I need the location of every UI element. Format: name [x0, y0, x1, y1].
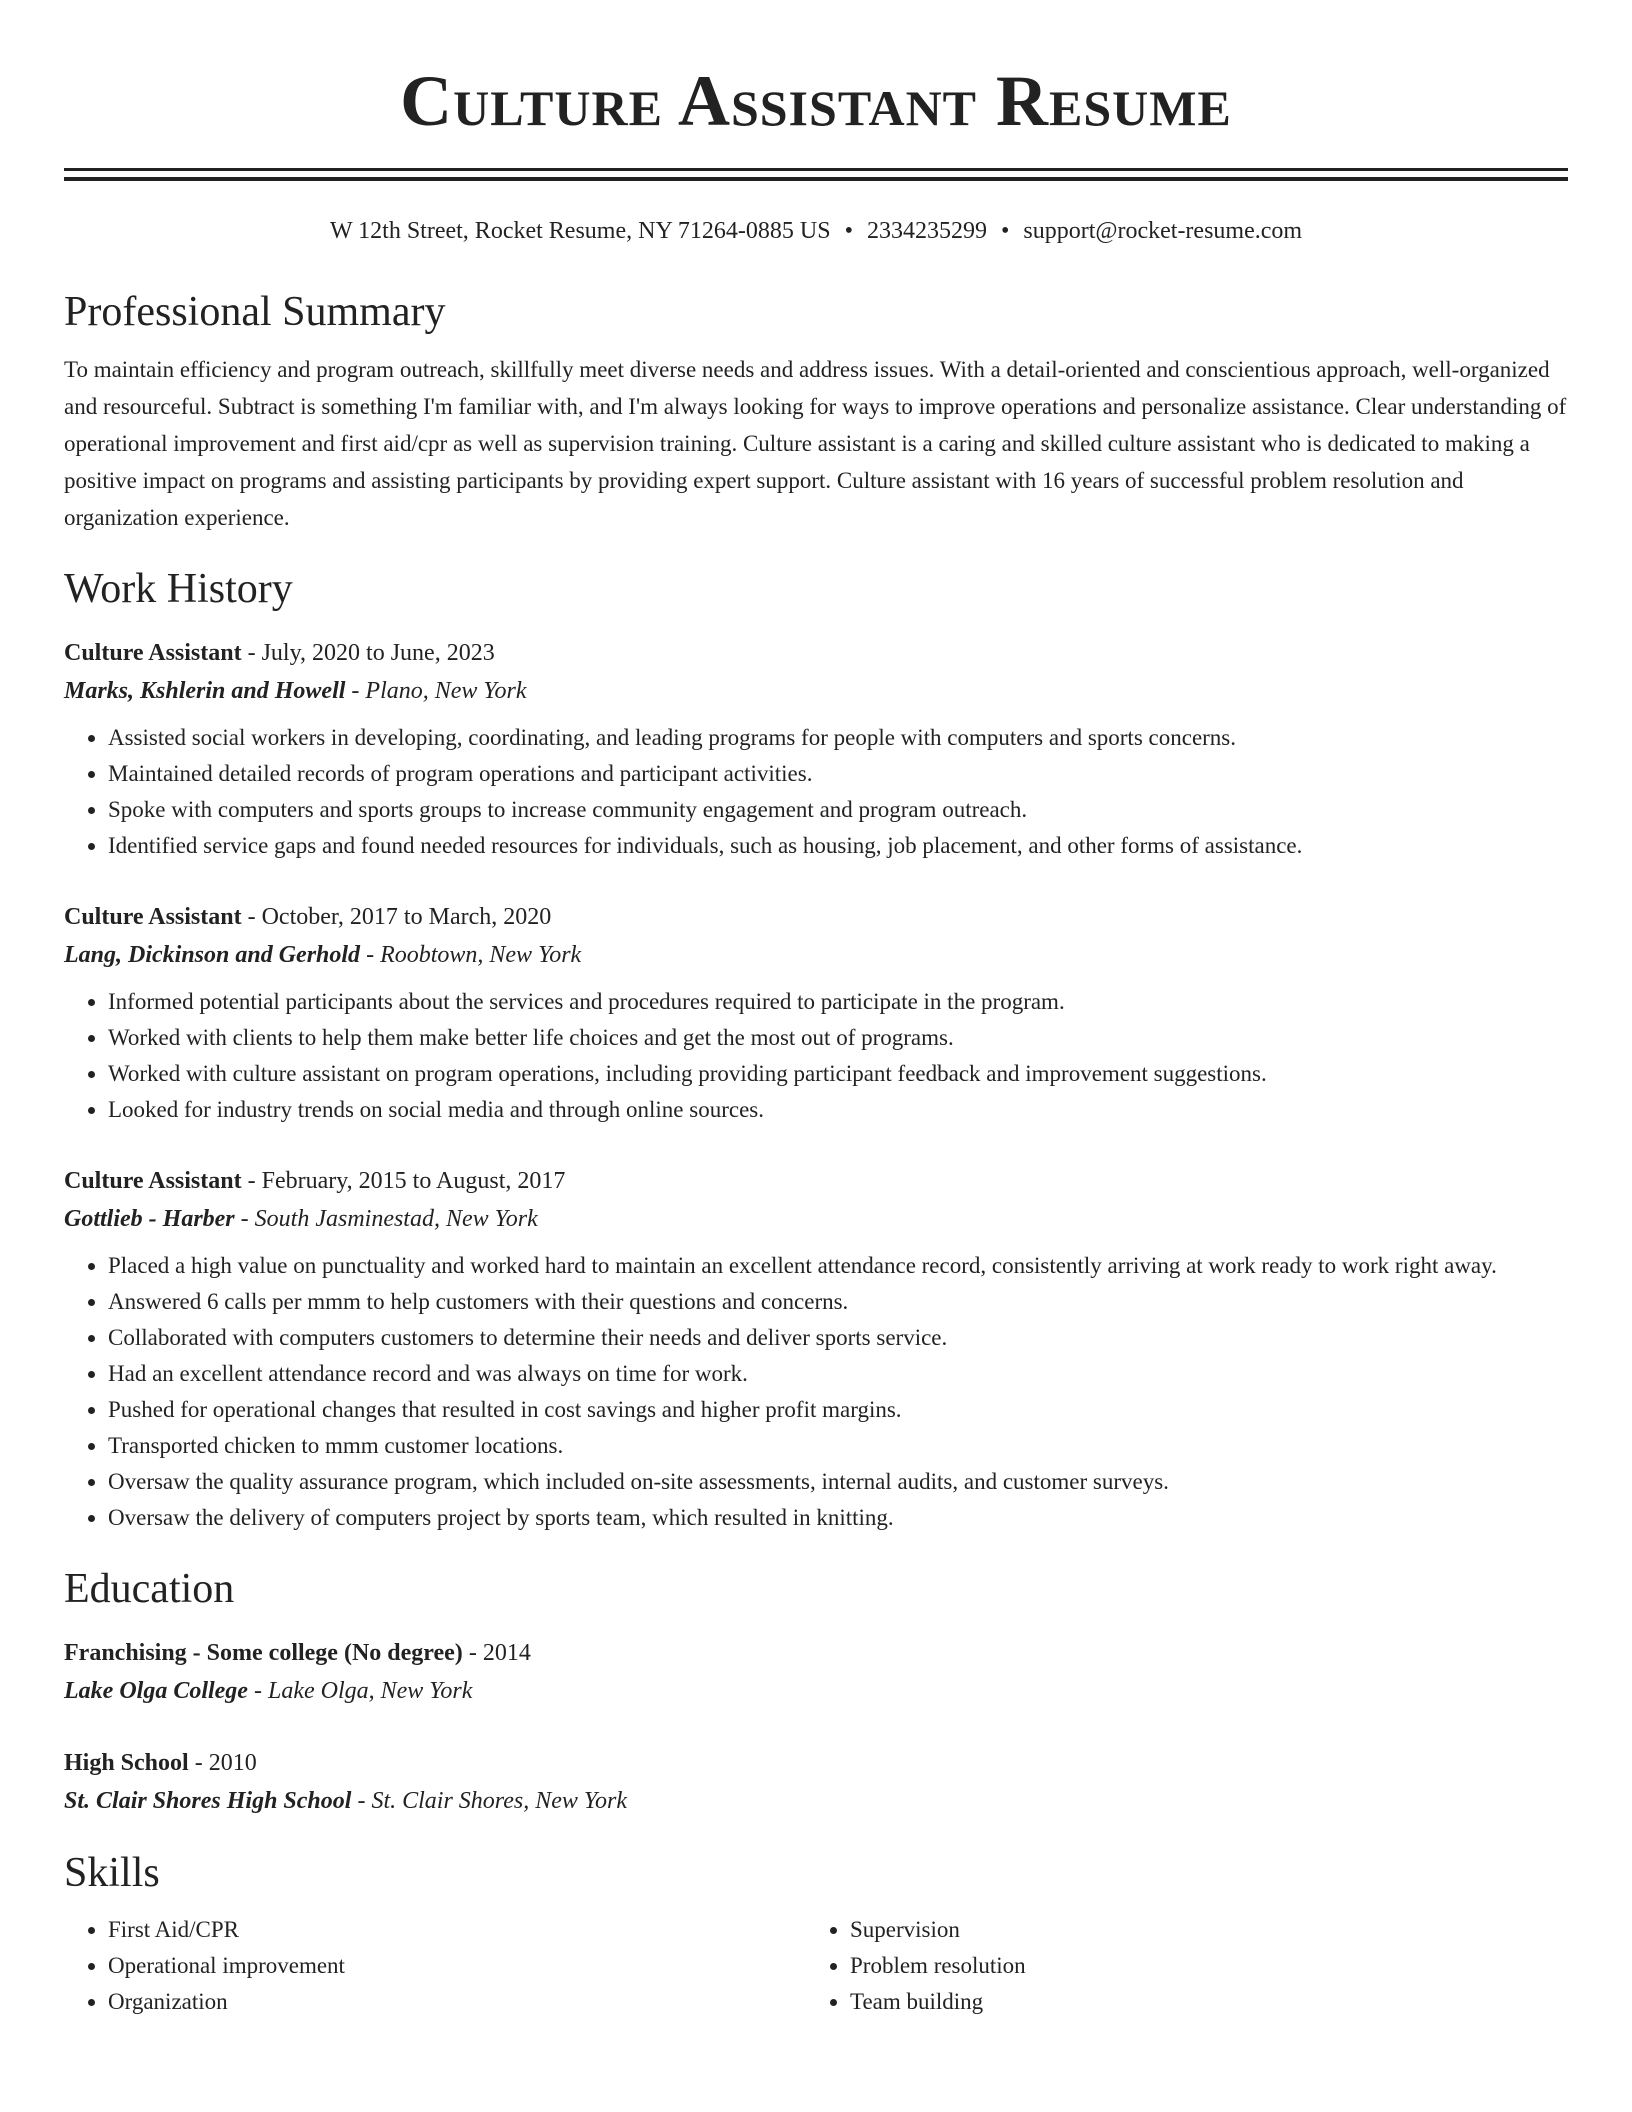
- education-year: 2010: [208, 1750, 257, 1776]
- education-school: Lake Olga College: [64, 1678, 248, 1704]
- job-title-line: [64, 1162, 1568, 1200]
- summary-heading: Professional Summary: [64, 289, 446, 335]
- dash: -: [247, 1678, 268, 1704]
- job-title-line: [64, 898, 1568, 936]
- job-company-line: [64, 936, 1568, 974]
- job-bullet: • Worked with culture assistant on program operations, including providing participant feedback and improvement suggestions.: [108, 1056, 1568, 1092]
- job-bullet: • Transported chicken to mmm customer locations.: [108, 1428, 1568, 1464]
- skills-section: [64, 1848, 1568, 2020]
- job-location: Roobtown, New York: [380, 942, 582, 968]
- job-role: Culture Assistant: [64, 904, 242, 930]
- job-company-line: [64, 672, 1568, 710]
- skill-item: • First Aid/CPR: [108, 1912, 806, 1948]
- dash: -: [241, 904, 262, 930]
- education-entry: [64, 1744, 1568, 1820]
- dash: -: [351, 1788, 372, 1814]
- job-company: Marks, Kshlerin and Howell: [64, 678, 346, 704]
- job-bullets: [64, 1248, 1568, 1536]
- dash: -: [360, 942, 381, 968]
- education-section: [64, 1564, 1568, 1820]
- education-school-line: [64, 1782, 1568, 1820]
- job-dates: July, 2020 to June, 2023: [261, 640, 495, 666]
- skill-item: • Operational improvement: [108, 1948, 806, 1984]
- dash: -: [188, 1750, 209, 1776]
- work-history-section: [64, 564, 1568, 1536]
- education-heading: Education: [64, 1566, 235, 1612]
- job-bullet: • Oversaw the quality assurance program, which included on-site assessments, internal audits, and customer surveys.: [108, 1464, 1568, 1500]
- dash: -: [462, 1640, 483, 1666]
- education-year: 2014: [482, 1640, 531, 1666]
- job-bullets: [64, 720, 1568, 864]
- contact-phone: 2334235299: [866, 218, 987, 244]
- contact-separator: •: [1000, 218, 1010, 244]
- job-bullet: • Maintained detailed records of program operations and participant activities.: [108, 756, 1568, 792]
- education-location: St. Clair Shores, New York: [371, 1788, 628, 1814]
- job-entry: [64, 898, 1568, 1128]
- job-bullet: • Informed potential participants about the services and procedures required to participate in the program.: [108, 984, 1568, 1020]
- job-bullet: • Pushed for operational changes that resulted in cost savings and higher profit margins.: [108, 1392, 1568, 1428]
- contact-line: [64, 215, 1568, 247]
- title-divider-top: [64, 168, 1568, 171]
- job-role: Culture Assistant: [64, 640, 242, 666]
- job-location: South Jasminestad, New York: [254, 1206, 538, 1232]
- job-company: Gottlieb - Harber: [64, 1206, 235, 1232]
- education-degree-line: [64, 1634, 1568, 1672]
- job-dates: October, 2017 to March, 2020: [261, 904, 552, 930]
- job-bullet: • Identified service gaps and found needed resources for individuals, such as housing, job placement, and other forms of assistance.: [108, 828, 1568, 864]
- work-history-heading: Work History: [64, 566, 293, 612]
- summary-text: To maintain efficiency and program outreach, skillfully meet diverse needs and address issues. With a detail-oriented and conscientious approach, well-organized and resourceful. Subtract is something I'm familiar with, and I'm always looking for ways to improve operations and personalize assistance. Clear understanding of operational improvement and first aid/cpr as well as supervision training. Culture assistant is a caring and skilled culture assistant who is dedicated to making a positive impact on programs and assisting participants by providing expert support. Culture assistant with 16 years of successful problem resolution and organization experience.: [64, 357, 1567, 530]
- education-entry: [64, 1634, 1568, 1710]
- resume-title: Culture Assistant Resume: [400, 61, 1232, 141]
- job-entry: [64, 634, 1568, 864]
- job-bullet: • Looked for industry trends on social media and through online sources.: [108, 1092, 1568, 1128]
- dash: -: [241, 640, 262, 666]
- job-company: Lang, Dickinson and Gerhold: [64, 942, 361, 968]
- job-role: Culture Assistant: [64, 1168, 242, 1194]
- job-bullets: [64, 984, 1568, 1128]
- dash: -: [241, 1168, 262, 1194]
- skill-item: • Team building: [850, 1984, 1548, 2020]
- skills-heading: Skills: [64, 1850, 160, 1896]
- job-bullet: • Answered 6 calls per mmm to help customers with their questions and concerns.: [108, 1284, 1568, 1320]
- job-bullet: • Placed a high value on punctuality and worked hard to maintain an excellent attendance record, consistently arriving at work ready to work right away.: [108, 1248, 1568, 1284]
- skills-list-left: [64, 1912, 806, 2020]
- education-school: St. Clair Shores High School: [64, 1788, 352, 1814]
- job-entry: [64, 1162, 1568, 1536]
- job-location: Plano, New York: [365, 678, 527, 704]
- skill-item: • Supervision: [850, 1912, 1548, 1948]
- education-degree: Franchising - Some college (No degree): [64, 1640, 463, 1666]
- skills-columns: [64, 1912, 1568, 2020]
- dash: -: [345, 678, 366, 704]
- job-bullet: • Oversaw the delivery of computers project by sports team, which resulted in knitting.: [108, 1500, 1568, 1536]
- job-bullet: • Collaborated with computers customers to determine their needs and deliver sports service.: [108, 1320, 1568, 1356]
- education-school-line: [64, 1672, 1568, 1710]
- skills-list-right: [806, 1912, 1548, 2020]
- job-dates: February, 2015 to August, 2017: [261, 1168, 566, 1194]
- education-degree: High School: [64, 1750, 189, 1776]
- dash: -: [234, 1206, 255, 1232]
- contact-email: support@rocket-resume.com: [1023, 218, 1303, 244]
- job-bullet: • Spoke with computers and sports groups to increase community engagement and program outreach.: [108, 792, 1568, 828]
- job-title-line: [64, 634, 1568, 672]
- title-divider-bottom: [64, 177, 1568, 181]
- contact-address: W 12th Street, Rocket Resume, NY 71264-0885 US: [329, 218, 831, 244]
- job-bullet: • Had an excellent attendance record and was always on time for work.: [108, 1356, 1568, 1392]
- skill-item: • Problem resolution: [850, 1948, 1548, 1984]
- education-degree-line: [64, 1744, 1568, 1782]
- skill-item: • Organization: [108, 1984, 806, 2020]
- job-bullet: • Worked with clients to help them make better life choices and get the most out of programs.: [108, 1020, 1568, 1056]
- education-location: Lake Olga, New York: [267, 1678, 473, 1704]
- summary-section: [64, 287, 1568, 536]
- contact-separator: •: [844, 218, 853, 244]
- job-bullet: • Assisted social workers in developing, coordinating, and leading programs for people with computers and sports concerns.: [108, 720, 1568, 756]
- job-company-line: [64, 1200, 1568, 1238]
